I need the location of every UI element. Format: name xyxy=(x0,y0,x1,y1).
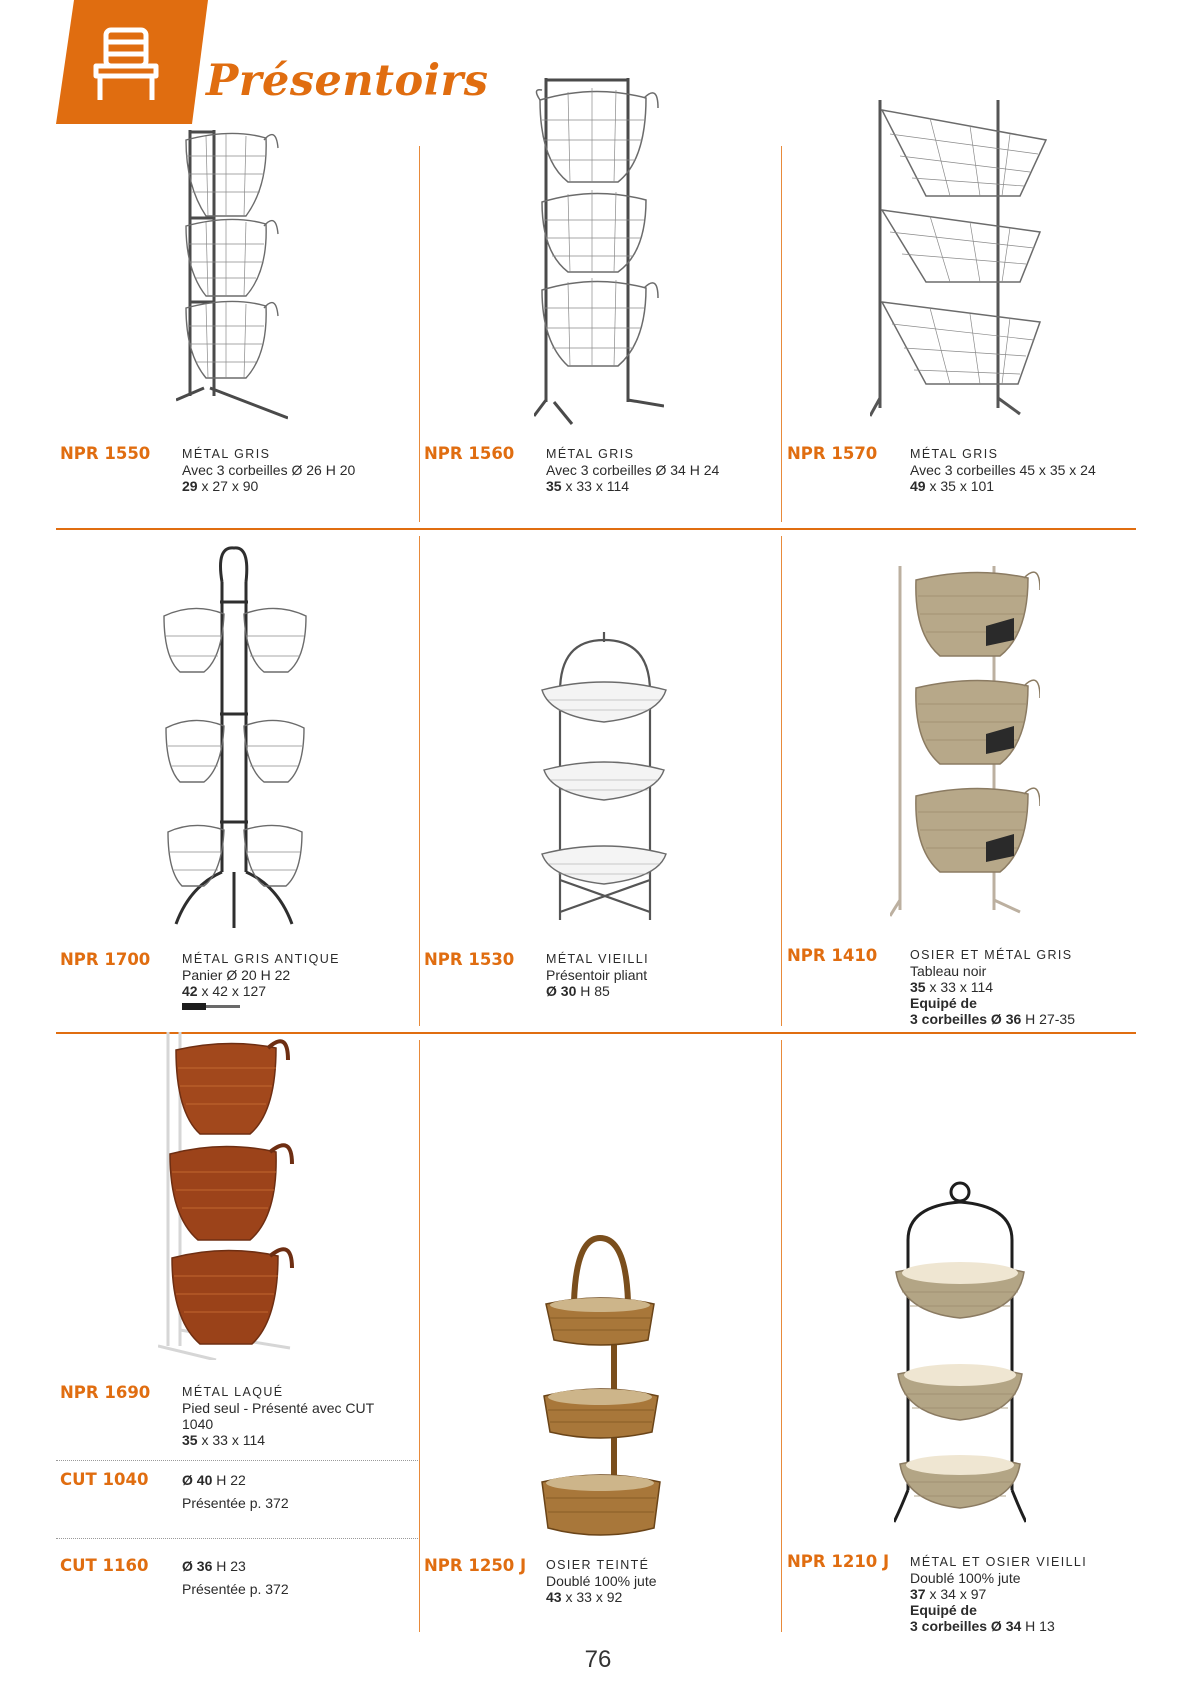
detail-line: Doublé 100% jute xyxy=(546,1573,657,1589)
column-divider xyxy=(419,1040,420,1632)
column-divider xyxy=(781,1040,782,1632)
dimensions: 43 x 33 x 92 xyxy=(546,1589,623,1605)
product-photo-npr-1210-j xyxy=(894,1180,1026,1526)
material-label: OSIER ET MÉTAL GRIS xyxy=(910,948,1073,962)
product-description xyxy=(546,951,649,999)
product-code: NPR 1560 xyxy=(424,444,515,463)
dimensions: 35 x 33 x 114 xyxy=(910,979,994,995)
product-photo-npr-1570 xyxy=(870,98,1048,418)
material-label: MÉTAL GRIS xyxy=(182,447,271,461)
product-code: NPR 1210 J xyxy=(787,1552,890,1571)
product-description xyxy=(182,446,355,494)
dimensions: 37 x 34 x 97 xyxy=(910,1586,987,1602)
product-photo-npr-1530 xyxy=(538,630,670,930)
dimensions: 35 x 33 x 114 xyxy=(182,1432,266,1448)
column-divider xyxy=(781,146,782,522)
dimensions: 42 x 42 x 127 xyxy=(182,983,267,999)
material-label: MÉTAL LAQUÉ xyxy=(182,1385,284,1399)
product-description xyxy=(182,1384,374,1448)
equipment-detail: 3 corbeilles Ø 36 H 27-35 xyxy=(910,1011,1075,1027)
detail-line: 1040 xyxy=(182,1416,214,1432)
product-description xyxy=(910,947,1075,1027)
equipment-detail: 3 corbeilles Ø 34 H 13 xyxy=(910,1618,1055,1634)
material-label: MÉTAL GRIS ANTIQUE xyxy=(182,952,340,966)
page-reference: Présentée p. 372 xyxy=(182,1495,289,1511)
product-code: NPR 1550 xyxy=(60,444,151,463)
product-photo-npr-1550 xyxy=(176,126,288,424)
detail-line: Avec 3 corbeilles Ø 26 H 20 xyxy=(182,462,356,478)
dimensions: Ø 40 H 22 xyxy=(182,1472,246,1488)
product-code: NPR 1530 xyxy=(424,950,515,969)
row-separator xyxy=(56,1538,418,1539)
material-label: MÉTAL ET OSIER VIEILLI xyxy=(910,1555,1088,1569)
dimensions: 29 x 27 x 90 xyxy=(182,478,259,494)
equipment-label: Equipé de xyxy=(910,995,977,1011)
detail-line: Pied seul - Présenté avec CUT xyxy=(182,1400,375,1416)
detail-line: Avec 3 corbeilles Ø 34 H 24 xyxy=(546,462,720,478)
detail-line: Présentoir pliant xyxy=(546,967,648,983)
product-code: NPR 1570 xyxy=(787,444,878,463)
dimensions: Ø 36 H 23 xyxy=(182,1558,246,1574)
row-separator xyxy=(56,1460,418,1461)
material-label: OSIER TEINTÉ xyxy=(546,1558,650,1572)
product-photo-npr-1700 xyxy=(160,542,310,932)
detail-line: Doublé 100% jute xyxy=(910,1570,1021,1586)
product-code: CUT 1040 xyxy=(60,1470,149,1489)
product-description xyxy=(182,951,340,1010)
product-photo-npr-1410 xyxy=(890,560,1040,920)
column-divider xyxy=(419,146,420,522)
dimensions: 49 x 35 x 101 xyxy=(910,478,995,494)
header-tab xyxy=(56,0,208,124)
material-label: MÉTAL GRIS xyxy=(546,447,635,461)
color-swatch-icon xyxy=(182,1003,240,1010)
detail-line: Panier Ø 20 H 22 xyxy=(182,967,291,983)
product-code: CUT 1160 xyxy=(60,1556,149,1575)
detail-line: Avec 3 corbeilles 45 x 35 x 24 xyxy=(910,462,1096,478)
column-divider xyxy=(781,536,782,1026)
product-description xyxy=(910,446,1096,494)
column-divider xyxy=(419,536,420,1026)
dimensions: Ø 30 H 85 xyxy=(546,983,610,999)
product-code: NPR 1410 xyxy=(787,946,878,965)
product-description xyxy=(182,1558,289,1597)
product-description xyxy=(546,1557,657,1605)
product-description xyxy=(546,446,719,494)
product-code: NPR 1690 xyxy=(60,1383,151,1402)
page-reference: Présentée p. 372 xyxy=(182,1581,289,1597)
material-label: MÉTAL VIEILLI xyxy=(546,952,649,966)
product-description xyxy=(910,1554,1087,1634)
detail-line: Tableau noir xyxy=(910,963,987,979)
row-divider xyxy=(56,528,1136,530)
product-code: NPR 1700 xyxy=(60,950,151,969)
page-title: Présentoirs xyxy=(206,56,489,106)
dimensions: 35 x 33 x 114 xyxy=(546,478,630,494)
product-description xyxy=(182,1472,289,1511)
material-label: MÉTAL GRIS xyxy=(910,447,999,461)
product-photo-npr-1250-j xyxy=(540,1232,662,1550)
product-code: NPR 1250 J xyxy=(424,1556,527,1575)
product-photo-npr-1690 xyxy=(158,1030,294,1360)
equipment-label: Equipé de xyxy=(910,1602,977,1618)
product-photo-npr-1560 xyxy=(534,76,664,426)
page-number: 76 xyxy=(584,1646,612,1673)
